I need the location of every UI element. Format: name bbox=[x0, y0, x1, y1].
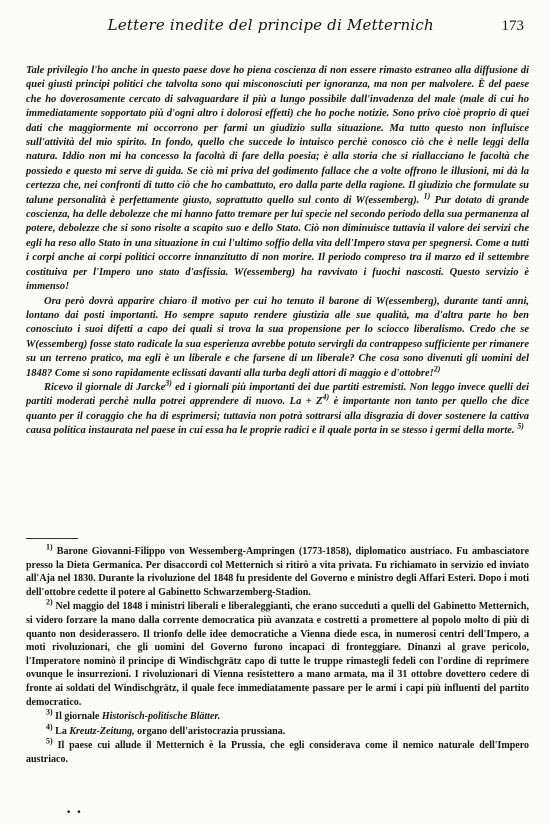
paragraph-3-text-b: ed i giornali più importanti dei due partiti estremisti. Non leggo invece quelli dei partiti moderati perchè nulla potrei apprendere di nuovo. La + Z bbox=[26, 381, 530, 408]
running-title: Lettere inedite del principe di Metternich bbox=[107, 16, 434, 34]
footnote-4-text-a: La bbox=[55, 725, 67, 737]
page-ornament: •• bbox=[66, 808, 87, 818]
footnote-ref-5: 5) bbox=[517, 421, 524, 431]
page-header bbox=[40, 16, 524, 40]
footnote-3-text: Il giornale bbox=[55, 711, 100, 723]
footnote-ref-2: 2) bbox=[433, 364, 441, 374]
footnote-5 bbox=[26, 736, 530, 766]
footnote-ref-4: 4) bbox=[322, 392, 330, 402]
paragraph-1-continuation: Pur dotato di grande coscienza, ha delle debolezze che mi hanno fatto tremare per lui specie nel secondo periodo della sua permanenza al potere, debolezze che si sono risolte a scapito suo e dello Stato. Ciò non diminuisce tuttavia il valore dei servizi che egli ha reso allo Stato in una situazione in cui l'ultimo soffio della vita dell'Impero stava per spegnersi. Come a tutti i corpi anche ai corpi politici occorre innanzitutto di non morire. Il periodo compreso tra il marzo ed il settembre costituiva per l'Impero uno stato d'asfissia. W(essemberg) ha ravvivato i fuochi nascosti. Questo servizio è immenso! bbox=[26, 194, 529, 293]
paragraph-3-text-a: Ricevo il giornale di Jarcke bbox=[44, 381, 166, 393]
paragraph-3 bbox=[26, 378, 530, 439]
paragraph-1 bbox=[26, 64, 529, 295]
footnote-1-mark: 1) bbox=[46, 542, 53, 552]
footnote-1-text: Barone Giovanni-Filippo von Wessemberg-Ampringen (1773-1858), diplomatico austriaco. Fu ambasciatore presso la Dieta Germanica. Per disaccordi col Metternich si ritirò a vita privata. Fu richiamato in servizio ed inviato all'Aja nel 1830. Durante la rivoluzione del 1848 fu presidente del Governo e ministro degli Affari Esteri. Dopo i moti dell'ottobre cedette il potere al Gabinetto Schwarzemberg-Stadion. bbox=[26, 546, 530, 598]
footnote-ref-1: 1) bbox=[423, 191, 431, 201]
footnote-2 bbox=[26, 600, 529, 709]
letter-body bbox=[26, 64, 529, 439]
footnote-2-text: Nel maggio del 1848 i ministri liberali e liberaleggianti, che erano succeduti a quelli del Gabinetto Metternich, si videro forzare la mano dalla corrente democratica più avanzata e costretti a promettere al popolo molto di più di quanto non desiderassero. Il trionfo delle idee democratiche a Vienna diede esca, in numerosi centri dell'Impero, a moti rivoluzionari, che gli uomini del Governo furono incapaci di fronteggiare. Dinanzi al grave pericolo, l'Imperatore nominò il principe di Windischgrätz capo di tutte le truppe rimastegli fedeli con l'ordine di reprimere ovunque le insurrezioni. I rivoluzionari di Vienna resistettero a mano armata, ma il 31 ottobre dovettero cedere di fronte ai soldati del Windischgrätz, il quale fece immediatamente passare per le armi i capi più influenti del partito democratico. bbox=[26, 601, 529, 708]
footnote-3-title: Historisch-politische Blätter. bbox=[101, 711, 221, 723]
footnote-4-text-b: organo dell'aristocrazia prussiana. bbox=[137, 725, 286, 737]
footnote-4 bbox=[26, 722, 529, 739]
footnote-3 bbox=[26, 707, 529, 724]
footnotes bbox=[26, 542, 530, 768]
footnote-5-text: Il paese cui allude il Metternich è la Prussia, che egli considerava come il nemico naturale dell'Impero austriaco. bbox=[26, 740, 530, 765]
footnote-4-title: Kreutz-Zeitung, bbox=[69, 725, 135, 737]
footnote-ref-3: 3) bbox=[165, 378, 172, 388]
footnote-5-mark: 5) bbox=[46, 736, 53, 746]
footnote-divider bbox=[26, 538, 78, 539]
paragraph-2-text: Ora però dovrà apparire chiaro il motivo per cui ho tenuto il barone di W(essemberg), durante tanti anni, lontano dai posti importanti. Ho sempre saputo rendere giustizia alle sue qualità, ma d'altra parte ho ben conosciuto i suoi difetti a capo dei quali si trova la sua propensione per lo sciocco liberalismo. Credo che se W(essemberg) fosse stato radicale la sua esperienza avrebbe potuto servirgli da contrappeso sufficiente per rimanere su un terreno pratico, ma egli è un liberale e che farsene di un liberale? Che cosa sono divenuti gli uomini del 1848? Come si sono rapidamente eclissati davanti alla turba degli attori di maggio e d'ottobre! bbox=[26, 295, 529, 379]
paragraph-2 bbox=[26, 295, 529, 381]
footnote-4-mark: 4) bbox=[46, 722, 53, 732]
footnote-1 bbox=[26, 542, 530, 599]
page-number: 173 bbox=[501, 18, 524, 34]
footnote-2-mark: 2) bbox=[46, 598, 53, 608]
paragraph-1-text: Tale privilegio l'ho anche in questo paese dove ho piena coscienza di non essere rimasto estraneo alla diffusione di quei giusti principi politici che talvolta sono qui misconosciuti per ignoranza, ma non per malvolere. È del paese che ho doverosamente cercato di salvaguardare il più a lungo possibile dall'invadenza del male (male di cui ho immediatamente sopportato più d'ogni altro i dolorosi effetti) che ho poche notizie. Sono privo cioè proprio di quei dati che maggiormente mi occorrono per farmi un giudizio sulla situazione. Ma tutto questo non influisce sull'attività del mio spirito. In fondo, quello che succede lo intuisco perchè conosco ciò che è nelle leggi della natura. Iddio non mi ha concesso la facoltà di fare della poesia; è alla storia che si riallacciano le facoltà che possiedo e questo mi serve di guida. Se ciò mi priva del godimento fallace che a volte offrono le illusioni, mi dà la certezza che, nei confronti di tutto ciò che ho cambattuto, ero dalla parte della ragione. Il giudizio che formulate su talune personalità è perfettamente giusto, soprattutto quello sul conto di W(essemberg). bbox=[26, 65, 529, 206]
paragraph-3-text-c: è importante non tanto per quello che dice quanto per il coraggio che ha di esprimersi; tuttavia non potrà sottrarsi alla disgrazia di dover sostenere la cattiva causa politica instaurata nel paese in cui essa ha le proprie radici e il quale porta in se stesso i germi della morte. bbox=[26, 396, 530, 437]
footnote-3-mark: 3) bbox=[46, 707, 53, 717]
